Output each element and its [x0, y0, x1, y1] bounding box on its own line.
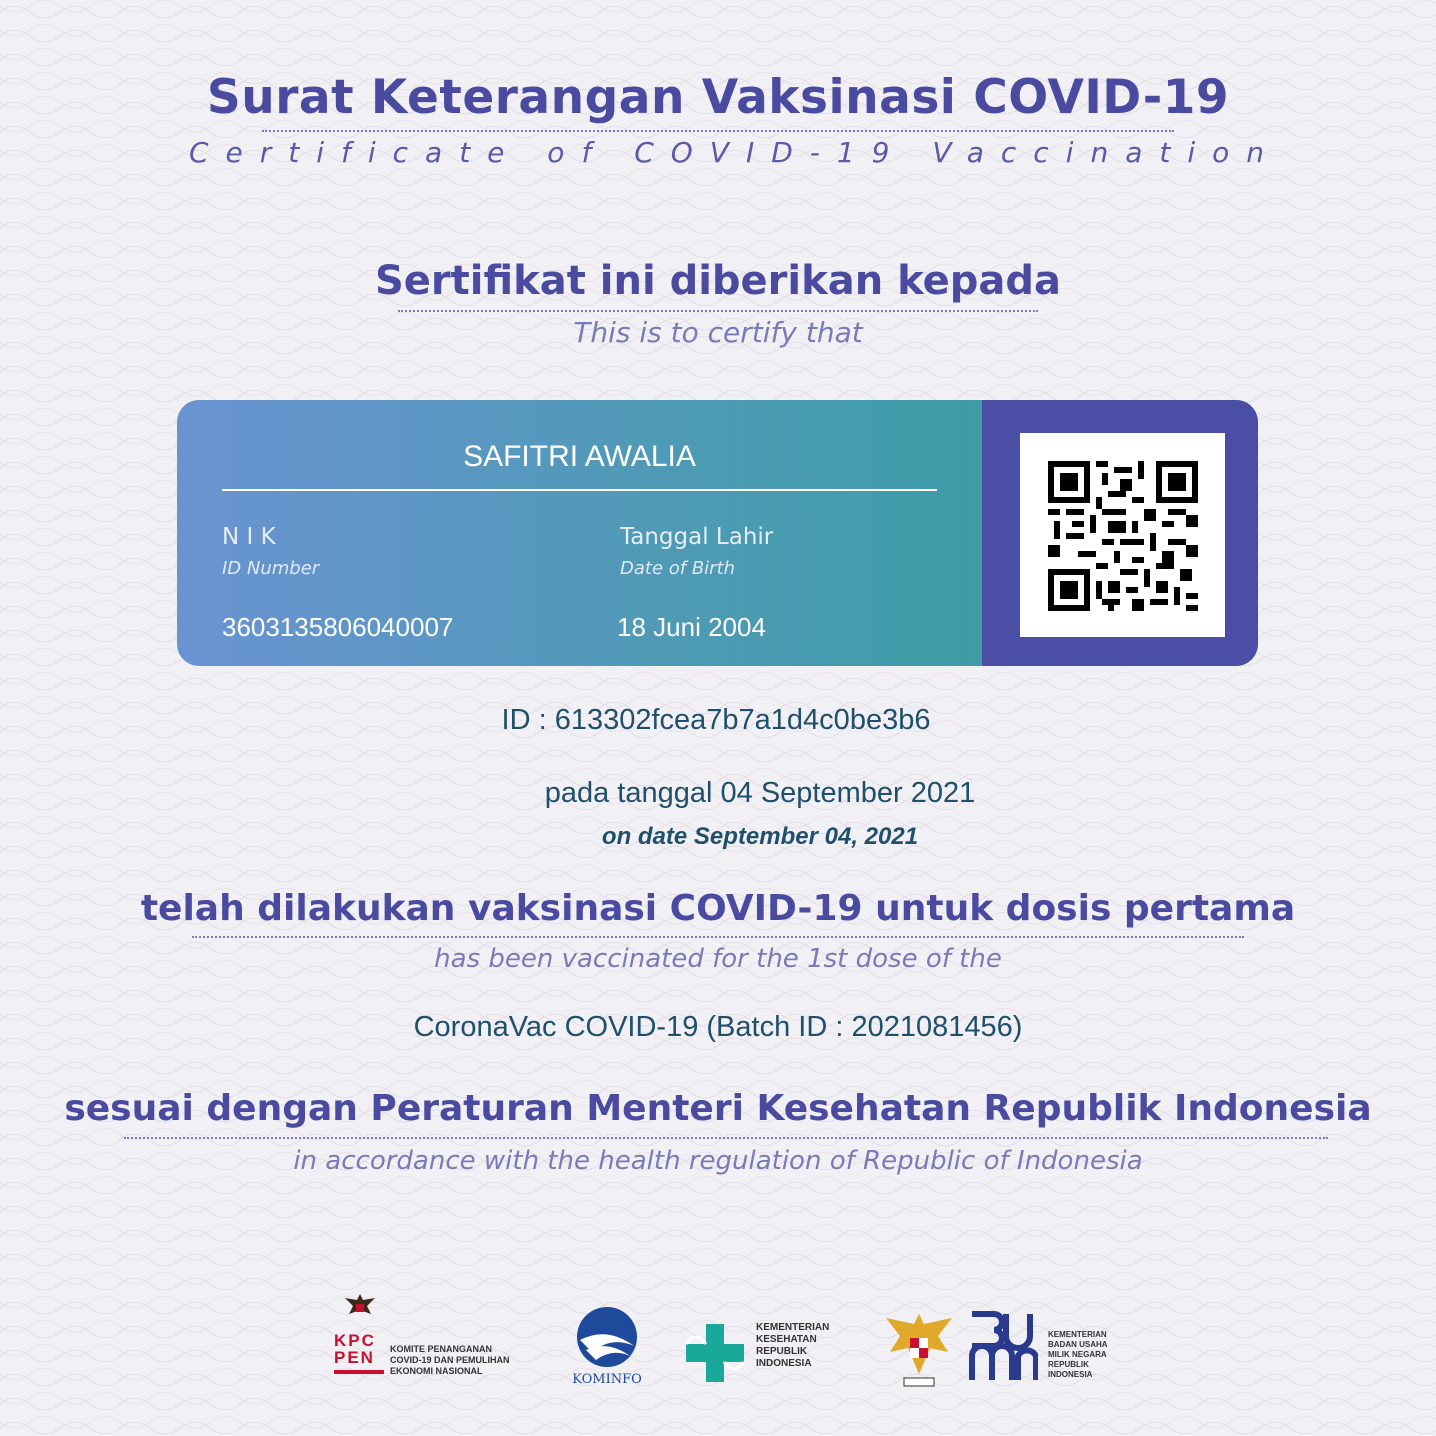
- title-underline: [262, 130, 1174, 132]
- dose-statement: telah dilakukan vaksinasi COVID-19 untuk dosis pertama: [140, 888, 1296, 929]
- vaccination-date: pada tanggal 04 September 2021: [544, 777, 976, 809]
- bumn-logo: [968, 1310, 1118, 1390]
- kpcpen-mark-top: KPC: [334, 1331, 376, 1350]
- bumn-line1: KEMENTERIAN: [1048, 1330, 1107, 1339]
- bumn-text: [1048, 1330, 1108, 1380]
- qr-code-icon: [1048, 461, 1198, 611]
- certify-underline: [398, 310, 1038, 312]
- garuda-icon: [335, 1290, 385, 1330]
- certify-heading: Sertifikat ini diberikan kepada: [374, 258, 1062, 304]
- certificate-subtitle: Certificate of COVID-19 Vaccination: [188, 136, 1282, 169]
- logo-bar: [0, 1290, 1436, 1400]
- garuda-pancasila-icon: [878, 1308, 960, 1392]
- bumn-emblem-icon: [968, 1310, 1038, 1382]
- holder-name: SAFITRI AWALIA: [463, 440, 696, 473]
- certificate-id: ID : 613302fcea7b7a1d4c0be3b6: [501, 704, 931, 736]
- kemenkes-line4: INDONESIA: [756, 1358, 812, 1369]
- kpcpen-mark-bottom: PEN: [334, 1348, 375, 1367]
- kemenkes-text: [756, 1322, 829, 1370]
- qr-panel: [982, 400, 1258, 666]
- regulation-underline: [124, 1137, 1328, 1139]
- kpcpen-line1: KOMITE PENANGANAN: [390, 1344, 493, 1354]
- bumn-line2: BADAN USAHA: [1048, 1340, 1108, 1349]
- certify-heading-en: This is to certify that: [573, 316, 863, 349]
- bumn-line4: REPUBLIK: [1048, 1360, 1089, 1369]
- kominfo-emblem-icon: [572, 1306, 642, 1368]
- kemenkes-line2: KESEHATAN: [756, 1334, 817, 1345]
- name-divider: [222, 489, 937, 491]
- dose-underline: [192, 936, 1244, 938]
- qr-code[interactable]: [1020, 433, 1225, 637]
- kpcpen-text: [390, 1344, 510, 1377]
- kemenkes-logo: [682, 1320, 842, 1390]
- vaccination-date-en: on date September 04, 2021: [601, 823, 919, 850]
- regulation-statement: sesuai dengan Peraturan Menteri Kesehatan Republik Indonesia: [64, 1088, 1372, 1129]
- kpcpen-logo: [332, 1290, 532, 1400]
- nik-label: N I K: [222, 524, 276, 550]
- kemenkes-line1: KEMENTERIAN: [756, 1322, 830, 1333]
- dob-value: 18 Juni 2004: [617, 612, 766, 642]
- kpcpen-line3: EKONOMI NASIONAL: [390, 1366, 483, 1376]
- dob-label: Tanggal Lahir: [620, 524, 774, 550]
- bumn-line5: INDONESIA: [1048, 1370, 1093, 1379]
- vaccine-batch: CoronaVac COVID-19 (Batch ID : 2021081456): [413, 1011, 1023, 1043]
- regulation-statement-en: in accordance with the health regulation of Republic of Indonesia: [293, 1146, 1143, 1176]
- kemenkes-line3: REPUBLIK: [756, 1346, 808, 1357]
- bumn-line3: MILIK NEGARA: [1048, 1350, 1107, 1359]
- certificate-title: Surat Keterangan Vaksinasi COVID-19: [206, 70, 1230, 125]
- dob-label-en: Date of Birth: [620, 558, 736, 579]
- kpcpen-line2: COVID-19 DAN PEMULIHAN: [390, 1355, 510, 1365]
- kemenkes-emblem-icon: [682, 1320, 748, 1386]
- nik-value: 3603135806040007: [222, 612, 454, 642]
- identity-card: [177, 400, 1258, 666]
- nik-label-en: ID Number: [222, 558, 320, 579]
- kominfo-logo: [562, 1306, 652, 1396]
- dose-statement-en: has been vaccinated for the 1st dose of the: [434, 944, 1002, 974]
- kominfo-label: KOMINFO: [572, 1372, 642, 1387]
